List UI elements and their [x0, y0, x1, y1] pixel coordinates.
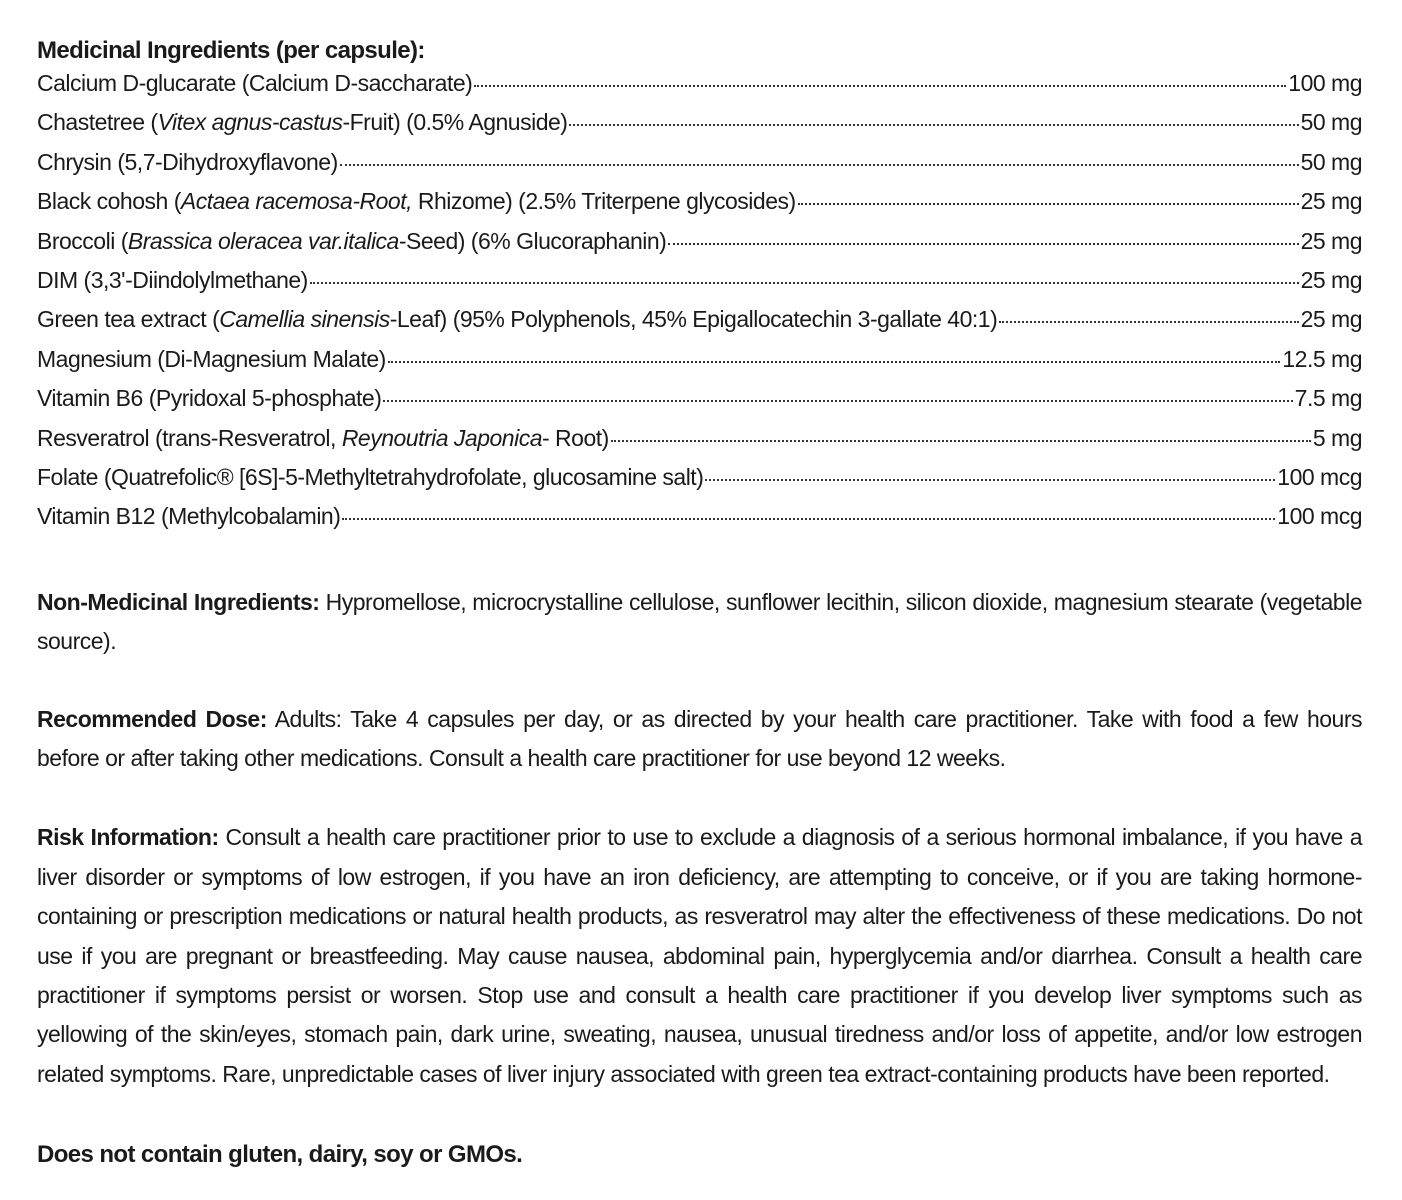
ingredient-amount: 7.5 mg — [1294, 385, 1362, 412]
ingredient-name-part: Folate (Quatrefolic® [6S]-5-Methyltetrahydrofolate, glucosamine salt) — [37, 463, 704, 490]
ingredient-name — [37, 228, 666, 255]
ingredient-name — [37, 109, 567, 136]
dot-leader — [999, 321, 1298, 323]
ingredient-row — [37, 306, 1362, 345]
ingredient-row — [37, 385, 1362, 424]
risk-information — [37, 818, 1362, 1094]
ingredient-row — [37, 109, 1362, 148]
ingredient-latin-name: Brassica oleracea var.italica — [127, 227, 399, 254]
ingredient-name-part: Black cohosh ( — [37, 188, 181, 215]
dot-leader — [668, 243, 1298, 245]
ingredient-amount: 50 mg — [1300, 148, 1362, 175]
ingredient-name-part: - Root) — [542, 424, 609, 451]
ingredient-name-part: Vitamin B6 (Pyridoxal 5-phosphate) — [37, 385, 382, 412]
ingredient-latin-name: Camellia sinensis — [219, 306, 390, 333]
dot-leader — [383, 400, 1292, 402]
ingredient-name — [37, 188, 796, 215]
ingredient-amount: 25 mg — [1300, 188, 1362, 215]
ingredient-name-part: Calcium D-glucarate (Calcium D-saccharate) — [37, 70, 473, 96]
ingredient-name-part: Vitamin B12 (Methylcobalamin) — [37, 503, 341, 530]
ingredient-name — [37, 503, 340, 530]
non-medicinal-label: Non-Medicinal Ingredients: — [37, 588, 320, 615]
ingredient-name — [37, 70, 472, 97]
ingredient-name-part: -Fruit) (0.5% Agnuside) — [342, 109, 568, 136]
ingredient-amount: 5 mg — [1312, 424, 1362, 451]
ingredient-row — [37, 464, 1362, 503]
ingredient-row — [37, 346, 1362, 385]
medicinal-ingredients-list — [37, 70, 1362, 543]
dot-leader — [798, 203, 1299, 205]
dot-leader — [611, 440, 1311, 442]
ingredient-latin-name: Reynoutria Japonica — [341, 424, 542, 451]
ingredient-latin-name: Actaea racemosa-Root, — [180, 188, 412, 215]
ingredient-amount: 100 mg — [1288, 70, 1362, 96]
ingredient-row — [37, 425, 1362, 464]
risk-information-label: Risk Information: — [37, 824, 219, 851]
ingredient-amount: 100 mcg — [1277, 503, 1362, 530]
ingredient-name — [37, 346, 386, 373]
ingredient-name — [37, 267, 308, 294]
ingredient-amount: 25 mg — [1300, 306, 1362, 333]
ingredient-amount: 12.5 mg — [1282, 345, 1362, 372]
ingredient-row — [37, 70, 1362, 109]
dot-leader — [705, 479, 1275, 481]
ingredient-name-part: Chastetree ( — [37, 109, 158, 136]
non-medicinal-text: Hypromellose, microcrystalline cellulose, sunflower lecithin, silicon dioxide, magnesium stearate (vegetable source). — [37, 588, 1363, 655]
ingredient-name-part: -Leaf) (95% Polyphenols, 45% Epigallocatechin 3-gallate 40:1) — [389, 306, 998, 333]
medicinal-ingredients-heading: Medicinal Ingredients (per capsule): — [37, 37, 425, 64]
ingredient-amount: 25 mg — [1300, 227, 1362, 254]
ingredient-name — [37, 425, 609, 452]
dot-leader — [388, 361, 1281, 363]
ingredient-name — [37, 385, 381, 412]
recommended-dose-text: Adults: Take 4 capsules per day, or as directed by your health care practitioner. Take with food a few hours before or after taking other medications. Consult a health care practitioner for use beyond 12 weeks. — [37, 705, 1362, 771]
ingredient-row — [37, 149, 1362, 188]
ingredient-amount: 50 mg — [1300, 109, 1362, 136]
ingredient-name-part: Chrysin (5,7-Dihydroxyflavone) — [37, 148, 338, 175]
ingredient-row — [37, 503, 1362, 542]
ingredient-name-part: Broccoli ( — [37, 227, 128, 254]
dot-leader — [474, 85, 1286, 87]
dot-leader — [342, 518, 1275, 520]
ingredient-name-part: Rhizome) (2.5% Triterpene glycosides) — [411, 188, 796, 215]
ingredient-name — [37, 464, 703, 491]
non-medicinal-ingredients — [37, 583, 1362, 662]
ingredient-name-part: DIM (3,3'-Diindolylmethane) — [37, 266, 308, 293]
ingredient-name-part: Green tea extract ( — [37, 306, 220, 333]
ingredient-name-part: -Seed) (6% Glucoraphanin) — [398, 227, 667, 254]
allergen-statement: Does not contain gluten, dairy, soy or GMOs. — [37, 1141, 523, 1169]
dot-leader — [340, 164, 1299, 166]
recommended-dose-label: Recommended Dose: — [37, 705, 267, 732]
dot-leader — [310, 282, 1299, 284]
ingredient-row — [37, 228, 1362, 267]
recommended-dose — [37, 700, 1362, 779]
ingredient-latin-name: Vitex agnus-castus — [157, 109, 343, 136]
risk-information-text: Consult a health care practitioner prior to use to exclude a diagnosis of a serious hormonal imbalance, if you have a liver disorder or symptoms of low estrogen, if you have an iron deficiency, are attempting to conceive, or if you are taking hormone-containing or prescription medications or natural health products, as resveratrol may alter the effectiveness of these medications. Do not use if you are pregnant or breastfeeding. May cause nausea, abdominal pain, hyperglycemia and/or diarrhea. Consult a health care practitioner if symptoms persist or worsen. Stop use and consult a health care practitioner if you develop liver symptoms such as yellowing of the skin/eyes, stomach pain, dark urine, sweating, nausea, unusual tiredness and/or loss of appetite, and/or low estrogen related symptoms. Rare, unpredictable cases of liver injury associated with green tea extract-containing products have been reported. — [37, 824, 1362, 1087]
ingredient-name — [37, 149, 338, 176]
ingredient-amount: 100 mcg — [1277, 463, 1362, 490]
ingredient-row — [37, 188, 1362, 227]
ingredient-name-part: Resveratrol (trans-Resveratrol, — [37, 424, 342, 451]
ingredient-name-part: Magnesium (Di-Magnesium Malate) — [37, 345, 386, 372]
ingredient-row — [37, 267, 1362, 306]
dot-leader — [569, 124, 1298, 126]
ingredient-name — [37, 306, 997, 333]
ingredient-amount: 25 mg — [1300, 266, 1362, 293]
